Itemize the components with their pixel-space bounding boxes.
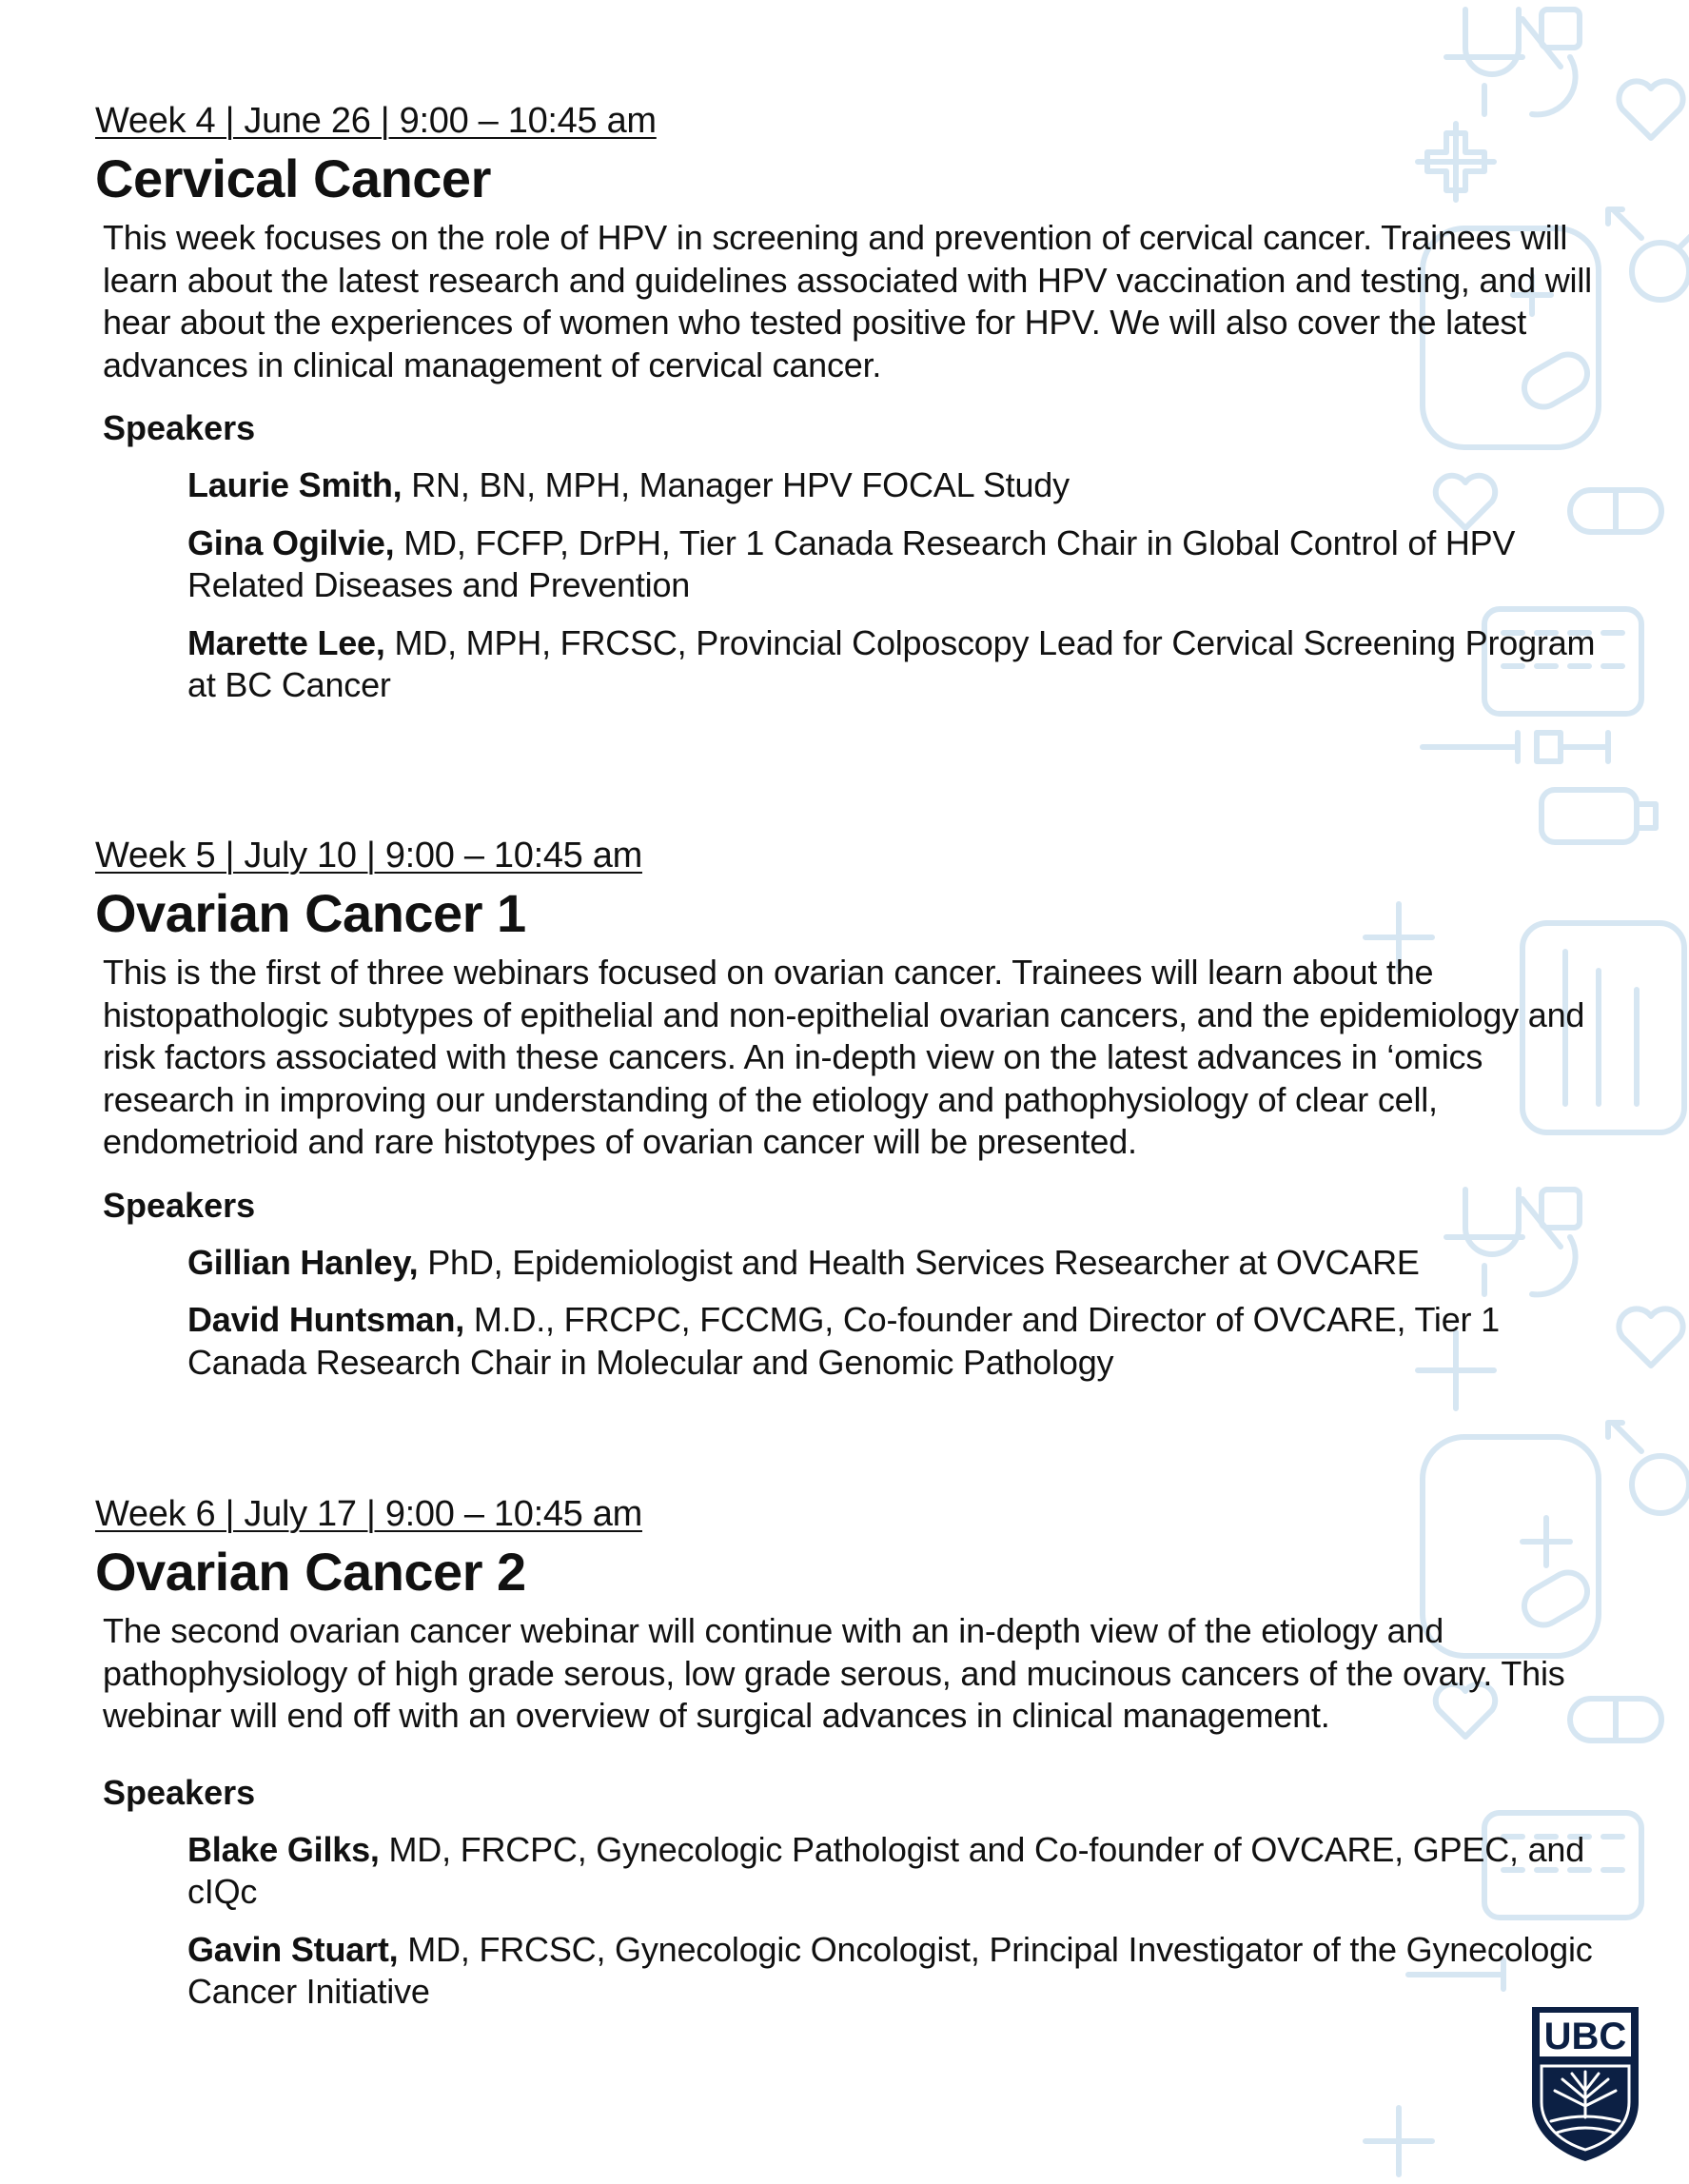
week-line: Week 4 | June 26 | 9:00 – 10:45 am: [95, 101, 657, 141]
speaker-entry: [187, 464, 1596, 507]
speaker-details: RN, BN, MPH, Manager HPV FOCAL Study: [402, 465, 1070, 504]
speaker-details: MD, FCFP, DrPH, Tier 1 Canada Research Chair in Global Control of HPV Related Diseases and Prevention: [187, 522, 1516, 604]
week-line: Week 5 | July 10 | 9:00 – 10:45 am: [95, 836, 642, 876]
speaker-name: Marette Lee,: [187, 622, 385, 662]
section-week-6: [95, 1492, 1593, 2014]
speaker-entry: [187, 1299, 1596, 1384]
speaker-details: M.D., FRCPC, FCCMG, Co-founder and Director of OVCARE, Tier 1 Canada Research Chair in Molecular and Genomic Pathology: [187, 1300, 1500, 1382]
speaker-entry: [187, 1929, 1596, 2014]
section-week-5: [95, 834, 1585, 1384]
plus-icon: [1365, 2108, 1432, 2174]
section-description: This week focuses on the role of HPV in screening and prevention of cervical cancer. Trainees will learn about the latest research and guidelines associated with HPV vaccination and testing, and will hear about the experiences of women who tested positive for HPV. We will also cover the latest advances in clinical management of cervical cancer.: [103, 218, 1592, 384]
gender-icon: [1608, 1423, 1689, 1513]
week-line: Week 6 | July 17 | 9:00 – 10:45 am: [95, 1494, 642, 1534]
speaker-name: Laurie Smith,: [187, 465, 403, 504]
speakers-label: Speakers: [103, 1772, 256, 1812]
ubc-logo: [1528, 2003, 1642, 2163]
heart-icon: [1619, 1308, 1682, 1366]
speaker-details: MD, FRCSC, Gynecologic Oncologist, Principal Investigator of the Gynecologic Cancer Initiative: [187, 1929, 1593, 2011]
speaker-details: PhD, Epidemiologist and Health Services Researcher at OVCARE: [418, 1242, 1420, 1282]
syringe-icon: [1423, 733, 1656, 842]
section-title: Cervical Cancer: [95, 148, 491, 208]
section-description: The second ovarian cancer webinar will continue with an in-depth view of the etiology and pathophysiology of high grade serous, low grade serous, and mucinous cancers of the ovary. This webinar will end off with an overview of surgical advances in clinical management.: [103, 1611, 1565, 1735]
speaker-name: Gillian Hanley,: [187, 1242, 419, 1282]
heart-icon: [1619, 81, 1682, 138]
section-title: Ovarian Cancer 1: [95, 883, 526, 943]
speaker-details: MD, MPH, FRCSC, Provincial Colposcopy Lead for Cervical Screening Program at BC Cancer: [187, 622, 1596, 704]
speaker-name: Gina Ogilvie,: [187, 522, 395, 562]
speaker-entry: [187, 622, 1596, 707]
logo-text: UBC: [1543, 2016, 1627, 2057]
speakers-label: Speakers: [103, 1185, 256, 1225]
speaker-details: MD, FRCPC, Gynecologic Pathologist and Co-founder of OVCARE, GPEC, and cIQc: [187, 1829, 1585, 1911]
section-description: This is the first of three webinars focused on ovarian cancer. Trainees will learn about the histopathologic subtypes of epithelial and non-epithelial ovarian cancers, and the epidemiology and risk factors associated with these cancers. An in-depth view on the latest advances in ‘omics research in improving our understanding of the etiology and pathophysiology of clear cell, endometrioid and rare histotypes of ovarian cancer will be presented.: [103, 953, 1585, 1161]
gender-icon: [1608, 209, 1689, 300]
speaker-entry: [187, 522, 1596, 607]
speaker-name: David Huntsman,: [187, 1300, 465, 1339]
speaker-name: Gavin Stuart,: [187, 1929, 399, 1969]
speakers-label: Speakers: [103, 408, 256, 447]
section-week-4: [95, 99, 1596, 707]
speaker-entry: [187, 1829, 1596, 1914]
section-title: Ovarian Cancer 2: [95, 1542, 526, 1602]
speaker-entry: [187, 1242, 1596, 1285]
speaker-name: Blake Gilks,: [187, 1829, 380, 1869]
